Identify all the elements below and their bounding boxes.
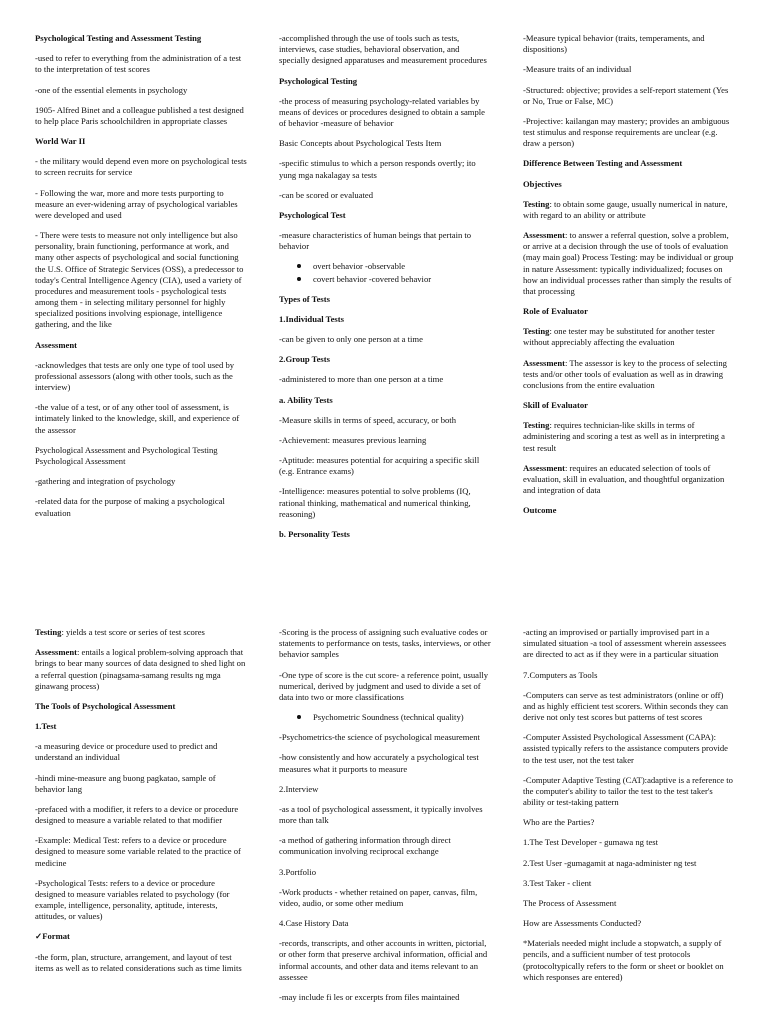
bullet-list bbox=[279, 261, 491, 284]
bullet-text: Psychometric Soundness (technical quality) bbox=[313, 712, 464, 723]
bullet-item bbox=[279, 712, 491, 723]
section-heading: Assessment bbox=[35, 339, 78, 350]
paragraph: -gathering and integration of psychology bbox=[35, 476, 176, 487]
paragraph: -acting an improvised or partially improvised part in a simulated situation -a tool of assessment wherein assessees are directed to act as if they were in a particular situation bbox=[523, 627, 727, 660]
paragraph: 1905- Alfred Binet and a colleague published a test designed to help place Paris schoolchildren in appropriate classes bbox=[35, 104, 244, 126]
paragraph: -Achievement: measures previous learning bbox=[279, 434, 427, 445]
paragraph: -the form, plan, structure, arrangement, and layout of test items as well as to related considerations such as time limits bbox=[35, 951, 242, 973]
term-definition: : The assessor is key to the process of selecting tests and/or other tools of evaluation as well as in drawing conclusions from the entire evaluation bbox=[523, 357, 727, 390]
term-label: Testing bbox=[35, 627, 62, 637]
paragraph: -Structured: objective; provides a self-report statement (Yes or No, True or False, MC) bbox=[523, 84, 729, 106]
paragraph: -related data for the purpose of making a psychological evaluation bbox=[35, 496, 225, 518]
term-paragraph bbox=[523, 326, 735, 348]
section-heading: Difference Between Testing and Assessment bbox=[523, 158, 683, 169]
section-heading: World War II bbox=[35, 136, 86, 147]
paragraph: 3.Test Taker - client bbox=[523, 877, 592, 888]
paragraph: -as a tool of psychological assessment, it typically involves more than talk bbox=[279, 803, 483, 826]
paragraph: -may include fi les or excerpts from files maintained bbox=[279, 991, 460, 1002]
paragraph: - Following the war, more and more tests purporting to measure an ever-widening array of psychological variables were developed and used bbox=[35, 187, 238, 220]
term-label: Assessment bbox=[523, 462, 566, 473]
top-page-section bbox=[0, 33, 768, 593]
term-definition: : to obtain some gauge, usually numerical in nature, with regard to an ability or attribute bbox=[523, 198, 728, 220]
section-heading: 1.Individual Tests bbox=[279, 313, 344, 324]
bottom-column-3 bbox=[523, 627, 735, 992]
term-label: Assessment bbox=[523, 230, 566, 241]
paragraph: The Process of Assessment bbox=[523, 897, 617, 908]
paragraph: -Psychological Tests: refers to a device or procedure designed to measure variables related to psychology (for example, intelligence, personality, aptitude, interests, attitudes, or values) bbox=[35, 877, 230, 922]
top-column-2 bbox=[279, 33, 491, 549]
paragraph: -how consistently and how accurately a psychological test measures what it purports to measure bbox=[279, 752, 479, 774]
bottom-page-section bbox=[0, 627, 768, 1024]
term-label: Assessment bbox=[523, 357, 566, 368]
term-definition: : yields a test score or series of test scores bbox=[61, 627, 205, 637]
paragraph: -Psychometrics-the science of psychological measurement bbox=[279, 732, 480, 743]
paragraph: 1.The Test Developer - gumawa ng test bbox=[523, 837, 659, 848]
top-column-1 bbox=[35, 33, 247, 528]
bottom-column-1 bbox=[35, 627, 247, 983]
paragraph: -Intelligence: measures potential to solve problems (IQ, rational thinking, mathematical and numerical thinking, reasoning) bbox=[279, 486, 471, 519]
section-heading: The Tools of Psychological Assessment bbox=[35, 700, 176, 711]
section-heading: Objectives bbox=[523, 178, 562, 189]
paragraph: Who are the Parties? bbox=[523, 817, 595, 828]
checked-heading bbox=[35, 931, 247, 942]
term-label: Testing bbox=[523, 198, 550, 209]
paragraph: Psychological Assessment and Psychological Testing Psychological Assessment bbox=[35, 444, 218, 466]
paragraph: - There were tests to measure not only intelligence but also personality, brain functioning, performance at work, and many other aspects of psychological and social functioning the U.S. Office of Strategic Services (OSS), a predecessor to today's Central Intelligence Agency (CIA), used a variety of procedures and measurement tools - psychological tests among them - in selecting military personnel for highly specialized positions involving espionage, intelligence gathering, and the like bbox=[35, 230, 244, 330]
term-definition: : entails a logical problem-solving approach that brings to bear many sources of data designed to shed light on a referral question (pinagsama-samang results ng mga ginawang process) bbox=[35, 647, 246, 691]
paragraph: -Measure skills in terms of speed, accuracy, or both bbox=[279, 414, 456, 425]
term-paragraph bbox=[523, 199, 735, 221]
paragraph: *Materials needed might include a stopwatch, a supply of pencils, and a sufficient number of test protocols (protocoltypically refers to the form or sheet or booklet on which responses are entered) bbox=[523, 938, 724, 982]
term-paragraph bbox=[523, 358, 735, 392]
bullet-list bbox=[279, 712, 491, 723]
paragraph: -Measure traits of an individual bbox=[523, 64, 632, 75]
paragraph: -One type of score is the cut score- a reference point, usually numerical, derived by judgment and used to divide a set of data into two or more classifications bbox=[279, 669, 489, 702]
paragraph: -accomplished through the use of tools such as tests, interviews, case studies, behavioral observation, and specially designed apparatuses and measurement procedures bbox=[279, 33, 487, 66]
paragraph: -can be given to only one person at a time bbox=[279, 334, 423, 345]
bullet-item bbox=[279, 274, 491, 285]
term-label: Assessment bbox=[35, 647, 78, 658]
paragraph: 7.Computers as Tools bbox=[523, 669, 598, 680]
section-heading: 1.Test bbox=[35, 721, 57, 732]
paragraph: 3.Portfolio bbox=[279, 866, 317, 877]
term-definition: : one tester may be substituted for another tester without appreciably affecting the evaluation bbox=[523, 326, 715, 348]
term-paragraph bbox=[523, 463, 735, 497]
term-definition: : requires an educated selection of tools of evaluation, skill in evaluation, and thoughtful organization and integration of data bbox=[523, 462, 725, 496]
section-heading: Psychological Testing and Assessment Testing bbox=[35, 33, 202, 43]
paragraph: -the process of measuring psychology-related variables by means of devices or procedures designed to obtain a sample of behavior -measure of behavior bbox=[279, 95, 485, 129]
section-heading: Types of Tests bbox=[279, 293, 330, 304]
term-paragraph bbox=[523, 420, 735, 454]
section-heading: Role of Evaluator bbox=[523, 306, 588, 317]
section-heading: Psychological Testing bbox=[279, 75, 358, 86]
paragraph: -Aptitude: measures potential for acquiring a specific skill (e.g. Entrance exams) bbox=[279, 455, 480, 477]
term-paragraph bbox=[523, 230, 735, 297]
term-definition: : to answer a referral question, solve a problem, or arrive at a decision through the use of tools of evaluation (may main goal) Process Testing: may be individual or group in nature Assessment: typically individualized; focuses on how an individual processes rather than simply the results of that processing bbox=[523, 230, 734, 296]
paragraph: 2.Interview bbox=[279, 783, 319, 794]
paragraph: How are Assessments Conducted? bbox=[523, 918, 642, 929]
paragraph: -the value of a test, or of any other tool of assessment, is intimately linked to the knowledge, skill, and experience of the assessor bbox=[35, 402, 240, 435]
paragraph: 4.Case History Data bbox=[279, 918, 349, 929]
term-paragraph bbox=[35, 647, 247, 692]
bullet-icon bbox=[297, 715, 301, 719]
bullet-text: covert behavior -covered behavior bbox=[313, 273, 432, 284]
paragraph: -prefaced with a modifier, it refers to a device or procedure designed to measure a variable related to that modifier bbox=[35, 803, 239, 826]
top-column-3 bbox=[523, 33, 735, 526]
checkmark-icon: ✓ bbox=[35, 931, 43, 942]
paragraph: -specific stimulus to which a person responds overtly; ito yung mga nakalagay sa tests bbox=[279, 158, 476, 180]
section-heading: a. Ability Tests bbox=[279, 394, 333, 405]
bullet-text: overt behavior -observable bbox=[313, 261, 406, 272]
paragraph: -Computer Assisted Psychological Assessment (CAPA): assisted typically refers to the assistance computers provide to the test user, not the test taker bbox=[523, 732, 728, 765]
bullet-icon bbox=[297, 264, 301, 268]
paragraph: -a measuring device or procedure used to predict and understand an individual bbox=[35, 741, 218, 763]
term-paragraph bbox=[35, 627, 247, 638]
paragraph: 2.Test User -gumagamit at naga-administer ng test bbox=[523, 857, 697, 868]
paragraph: -Projective: kailangan may mastery; provides an ambiguous test stimulus and response requirements are unclear (e.g. draw a person) bbox=[523, 115, 730, 149]
section-heading: 2.Group Tests bbox=[279, 354, 330, 365]
paragraph: -Scoring is the process of assigning such evaluative codes or statements to performance on tests, tasks, interviews, or other behavior samples bbox=[279, 627, 491, 660]
term-definition: : requires technician-like skills in terms of administering and scoring a test as well as in interpreting a test result bbox=[523, 420, 725, 453]
term-label: Testing bbox=[523, 420, 550, 431]
paragraph: - the military would depend even more on psychological tests to screen recruits for service bbox=[35, 156, 247, 178]
bullet-icon bbox=[297, 277, 301, 281]
section-heading: Skill of Evaluator bbox=[523, 400, 588, 411]
heading-text: Format bbox=[42, 931, 70, 942]
paragraph: -Work products - whether retained on paper, canvas, film, video, audio, or some other medium bbox=[279, 886, 478, 908]
section-heading: Psychological Test bbox=[279, 209, 346, 220]
paragraph: -one of the essential elements in psychology bbox=[35, 84, 188, 95]
bottom-column-2 bbox=[279, 627, 491, 1012]
paragraph: -records, transcripts, and other accounts in written, pictorial, or other form that preserve archival information, official and informal accounts, and other data and items relevant to an assessee bbox=[279, 938, 488, 982]
paragraph: -acknowledges that tests are only one type of tool used by professional assessors (along with other tools, such as the interview) bbox=[35, 359, 235, 393]
paragraph: Basic Concepts about Psychological Tests Item bbox=[279, 138, 442, 149]
paragraph: -Computers can serve as test administrators (online or off) and as highly efficient test scorers. Within seconds they can derive not only test scores but patterns of test scores bbox=[523, 689, 729, 723]
term-label: Testing bbox=[523, 326, 550, 337]
paragraph: -can be scored or evaluated bbox=[279, 189, 374, 200]
paragraph: -used to refer to everything from the administration of a test to the interpretation of test scores bbox=[35, 53, 242, 75]
paragraph: -measure characteristics of human beings that pertain to behavior bbox=[279, 230, 472, 252]
paragraph: -hindi mine-measure ang buong pagkatao, sample of behavior lang bbox=[35, 772, 216, 794]
paragraph: -a method of gathering information through direct communication involving reciprocal exchange bbox=[279, 835, 451, 857]
section-heading: b. Personality Tests bbox=[279, 528, 350, 539]
paragraph: -Example: Medical Test: refers to a device or procedure designed to measure some variable related to the practice of medicine bbox=[35, 835, 241, 868]
paragraph: -Computer Adaptive Testing (CAT):adaptive is a reference to the computer's ability to tailor the test to the test taker's ability or test-taking pattern bbox=[523, 774, 733, 808]
section-heading: Outcome bbox=[523, 505, 557, 516]
paragraph: -administered to more than one person at a time bbox=[279, 374, 444, 385]
paragraph: -Measure typical behavior (traits, temperaments, and dispositions) bbox=[523, 33, 705, 55]
bullet-item bbox=[279, 261, 491, 272]
